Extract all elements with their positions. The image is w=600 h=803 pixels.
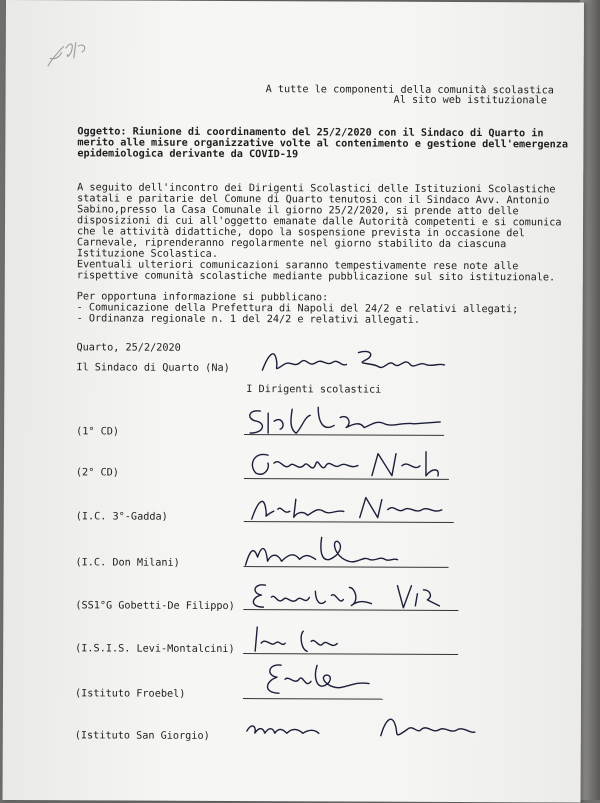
signature xyxy=(259,659,389,704)
body-line: Sabino,presso la Casa Comunale il giorno 25/2/2020, si prende atto delle xyxy=(77,204,519,218)
attachment-item: - Ordinanza regionale n. 1 del 24/2 e relativi allegati. xyxy=(76,313,421,326)
recipients-line-1: A tutte le componenti della comunità scolastica xyxy=(265,84,554,97)
mayor-label: Il Sindaco di Quarto (Na) xyxy=(76,362,230,374)
signatory-label: (Istituto Froebel) xyxy=(74,688,186,700)
body-line: statali e paritarie del Comune di Quarto tenutosi con il Sindaco Avv. Antonio xyxy=(77,193,550,207)
body-line: disposizioni di cui all'oggetto emanate dalle Autorità competenti e si comunica xyxy=(77,215,562,229)
signatory-label: (I.C. Don Milani) xyxy=(75,557,180,569)
document-page xyxy=(3,0,584,803)
body-line: A seguito dell'incontro dei Dirigenti Scolastici delle Istituzioni Scolastiche xyxy=(77,182,556,196)
body-line: Eventuali ulteriori comunicazioni saranno tempestivamente rese note alle xyxy=(76,259,519,273)
signatory-label: (SS1°G Gobetti-De Filippo) xyxy=(75,600,235,613)
signature xyxy=(244,403,444,442)
subject-line-3: epidemiologica derivante da COVID-19 xyxy=(77,148,299,161)
signature xyxy=(248,491,448,528)
mayor-signature xyxy=(254,346,454,381)
place-date: Quarto, 25/2/2020 xyxy=(76,342,181,354)
signatory-label: (1° CD) xyxy=(76,426,120,438)
signatory-label: (2° CD) xyxy=(75,467,119,479)
pencil-annotation-mark xyxy=(44,36,94,76)
signatory-label: (Istituto San Giorgio) xyxy=(74,730,210,742)
subject-line-2: merito alle misure organizzative volte al contenimento e gestione dell'emergenza xyxy=(77,137,569,151)
signatory-label: (I.C. 3°-Gadda) xyxy=(75,511,168,523)
body-line: Istituzione Scolastica. xyxy=(76,248,218,260)
dirigenti-heading: I Dirigenti scolastici xyxy=(246,384,382,396)
signature xyxy=(249,623,369,660)
signature xyxy=(247,577,447,618)
attachment-item: - Comunicazione della Prefettura di Napoli del 24/2 e relativi allegati; xyxy=(76,302,519,316)
body-line: rispettive comunità scolastiche mediante pubblicazione sul sito istituzionale. xyxy=(76,270,556,284)
subject-line-1: Oggetto: Riunione di coordinamento del 25/2/2020 con il Sindaco di Quarto in xyxy=(77,126,544,140)
signature xyxy=(243,705,483,750)
body-line: Carnevale, riprenderanno regolarmente nel giorno stabilito da ciascuna xyxy=(76,237,507,251)
recipients-line-2: Al sito web istituzionale xyxy=(393,94,547,107)
signature xyxy=(246,447,446,486)
attachments-intro: Per opportuna informazione si pubblicano: xyxy=(76,291,329,304)
signature xyxy=(239,531,439,576)
body-line: che le attività didattiche, dopo la sospensione prevista in occasione del xyxy=(76,226,525,240)
signatory-label: (I.S.I.S. Levi-Montalcini) xyxy=(75,643,235,656)
